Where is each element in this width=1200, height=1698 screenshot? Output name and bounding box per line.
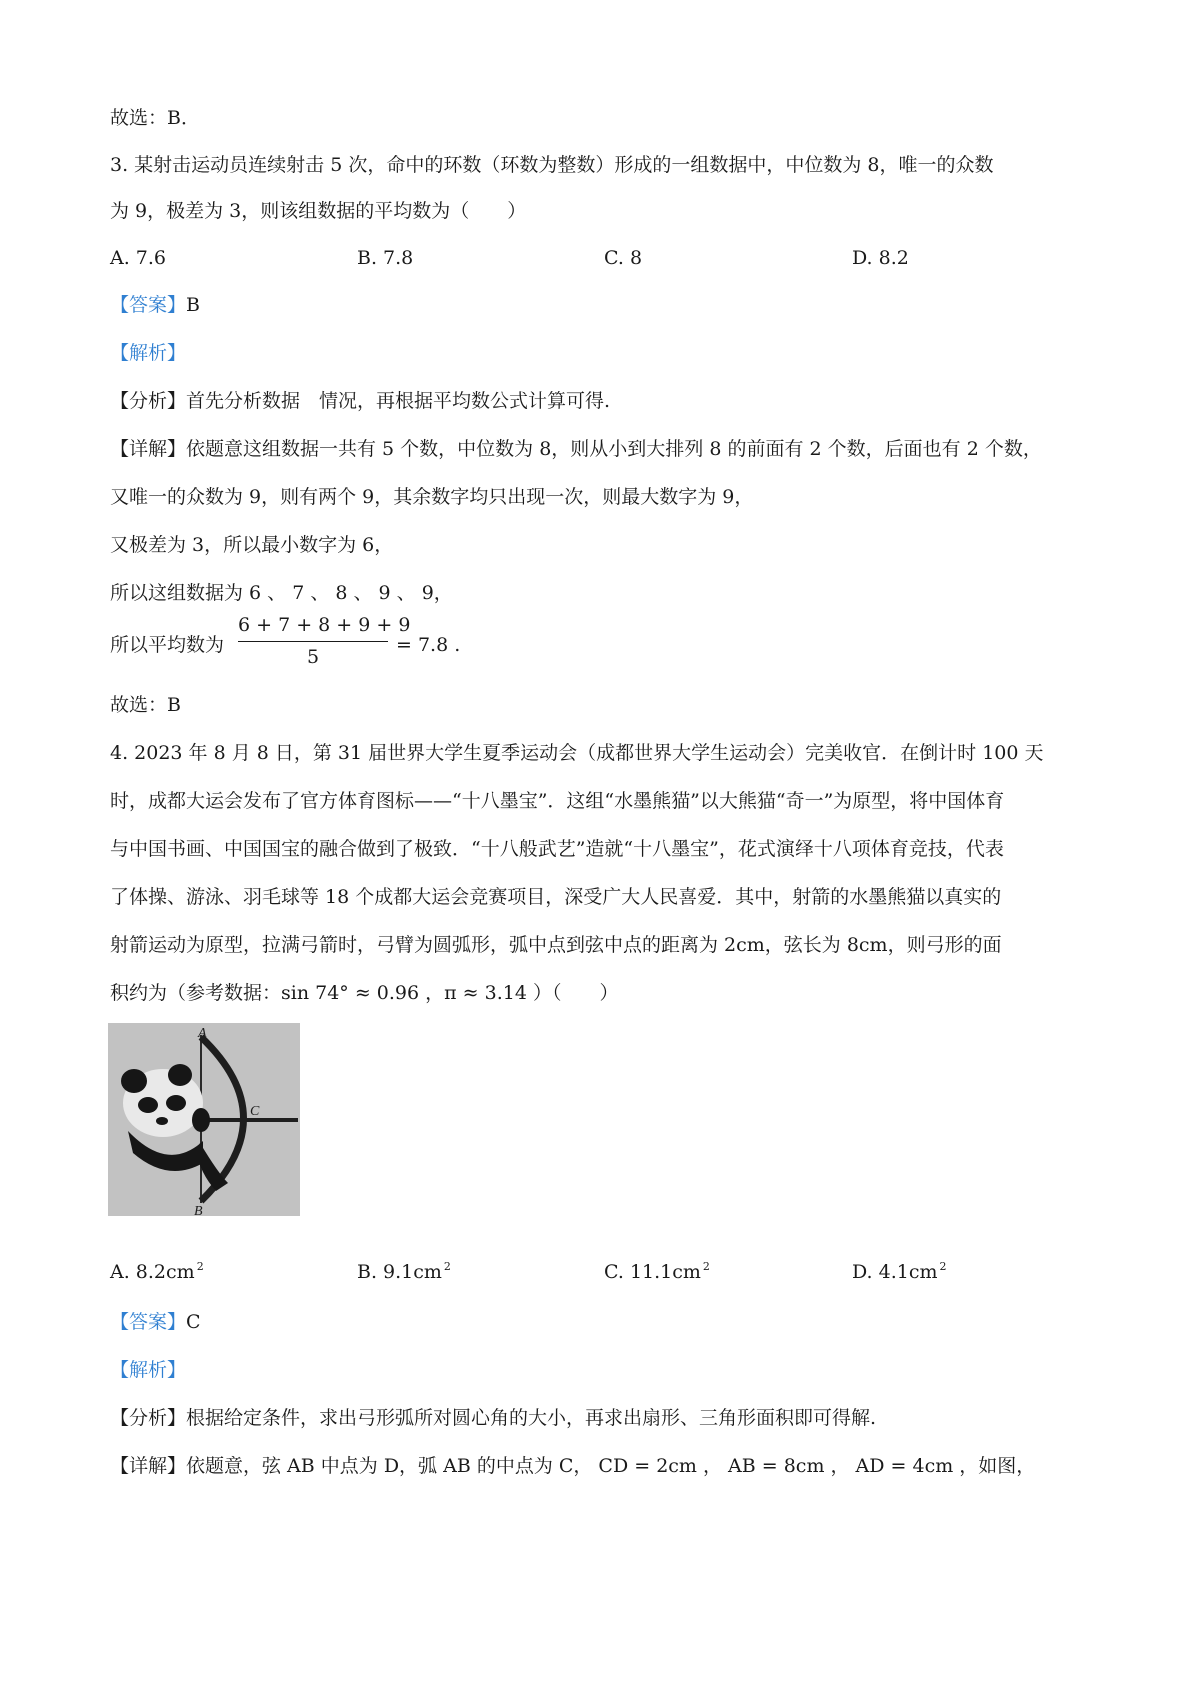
detail-text: 依题意，弦 AB 中点为 D，弧 AB 的中点为 C， CD = 2cm ， AB = 8cm ， AD = 4cm ，如图， bbox=[186, 1455, 1036, 1477]
q4-option-c: C. 11.1cm $^2$ bbox=[604, 1260, 710, 1283]
q4-stem-line3: 与中国书画、中国国宝的融合做到了极致．“十八般武艺”造就“十八墨宝”，花式演绎十八项体育竞技，代表 bbox=[110, 838, 1004, 860]
q4-option-b: B. 9.1cm $^2$ bbox=[357, 1260, 451, 1283]
q4-stem-line4: 了体操、游泳、羽毛球等 18 个成都大运会竞赛项目，深受广大人民喜爱．其中，射箭的水墨熊猫以真实的 bbox=[110, 886, 1002, 908]
q4-stem-line1: 4. 2023 年 8 月 8 日，第 31 届世界大学生夏季运动会（成都世界大学生运动会）完美收官．在倒计时 100 天 bbox=[110, 742, 1044, 764]
analysis-tag: 【分析】 bbox=[110, 390, 187, 412]
analysis-text: 根据给定条件，求出弓形弧所对圆心角的大小，再求出扇形、三角形面积即可得解. bbox=[186, 1407, 877, 1429]
q3-option-b: B. 7.8 bbox=[357, 247, 414, 269]
detail-text: 依题意这组数据一共有 5 个数，中位数为 8，则从小到大排列 8 的前面有 2 个数，后面也有 2 个数， bbox=[186, 438, 1042, 460]
answer-value: C bbox=[186, 1311, 201, 1333]
q3-answer bbox=[110, 290, 200, 320]
q3-option-c: C. 8 bbox=[604, 247, 643, 269]
q3-option-a: A. 7.6 bbox=[110, 247, 167, 269]
q3-detail-line3: 又极差为 3，所以最小数字为 6， bbox=[110, 534, 394, 556]
q3-detail-line4: 所以这组数据为 6 、 7 、 8 、 9 、 9， bbox=[110, 582, 453, 604]
q3-stem-line2: 为 9，极差为 3，则该组数据的平均数为（ ） bbox=[110, 200, 527, 222]
fraction-bar bbox=[238, 641, 388, 642]
q4-option-d: D. 4.1cm $^2$ bbox=[852, 1260, 947, 1283]
q4-option-a: A. 8.2cm $^2$ bbox=[110, 1260, 204, 1283]
archery-panda-figure bbox=[108, 1023, 300, 1216]
q4-analysis-heading: 【解析】 bbox=[110, 1359, 187, 1381]
detail-tag: 【详解】 bbox=[110, 438, 187, 460]
label-a: A bbox=[198, 1026, 207, 1041]
answer-value: B bbox=[186, 294, 200, 316]
q3-option-d: D. 8.2 bbox=[852, 247, 909, 269]
q3-analysis-heading: 【解析】 bbox=[110, 342, 187, 364]
q4-stem-line6: 积约为（参考数据：sin 74° ≈ 0.96 ，π ≈ 3.14 ）（ ） bbox=[110, 982, 619, 1004]
analysis-tag: 【分析】 bbox=[110, 1407, 187, 1429]
q4-stem-line2: 时，成都大运会发布了官方体育图标——“十八墨宝”．这组“水墨熊猫”以大熊猫“奇一”为原型，将中国体育 bbox=[110, 790, 1005, 812]
detail-tag: 【详解】 bbox=[110, 1455, 187, 1477]
fraction-numerator: 6 + 7 + 8 + 9 + 9 bbox=[238, 614, 411, 636]
q4-analysis bbox=[110, 1403, 876, 1433]
q3-analysis bbox=[110, 386, 610, 416]
fraction-denominator: 5 bbox=[306, 646, 320, 668]
q3-final-choice: 故选：B bbox=[110, 694, 181, 716]
q3-detail-line1 bbox=[110, 434, 1042, 464]
answer-tag: 【答案】 bbox=[110, 1311, 187, 1333]
label-b: B bbox=[194, 1204, 203, 1216]
analysis-text: 首先分析数据 情况，再根据平均数公式计算可得. bbox=[186, 390, 611, 412]
q4-answer bbox=[110, 1307, 201, 1337]
q4-detail-line1 bbox=[110, 1451, 1035, 1481]
q3-stem-line1: 3. 某射击运动员连续射击 5 次，命中的环数（环数为整数）形成的一组数据中，中位数为 8，唯一的众数 bbox=[110, 154, 994, 176]
q3-detail-mean-prefix: 所以平均数为 bbox=[110, 634, 225, 656]
q3-detail-line2: 又唯一的众数为 9，则有两个 9，其余数字均只出现一次，则最大数字为 9， bbox=[110, 486, 754, 508]
mean-result: = 7.8 . bbox=[396, 634, 461, 656]
q4-stem-line5: 射箭运动为原型，拉满弓箭时，弓臂为圆弧形，弧中点到弦中点的距离为 2cm，弦长为 8cm，则弓形的面 bbox=[110, 934, 1002, 956]
label-c: C bbox=[250, 1104, 260, 1119]
answer-tag: 【答案】 bbox=[110, 294, 187, 316]
prev-answer-line: 故选：B． bbox=[110, 107, 200, 129]
